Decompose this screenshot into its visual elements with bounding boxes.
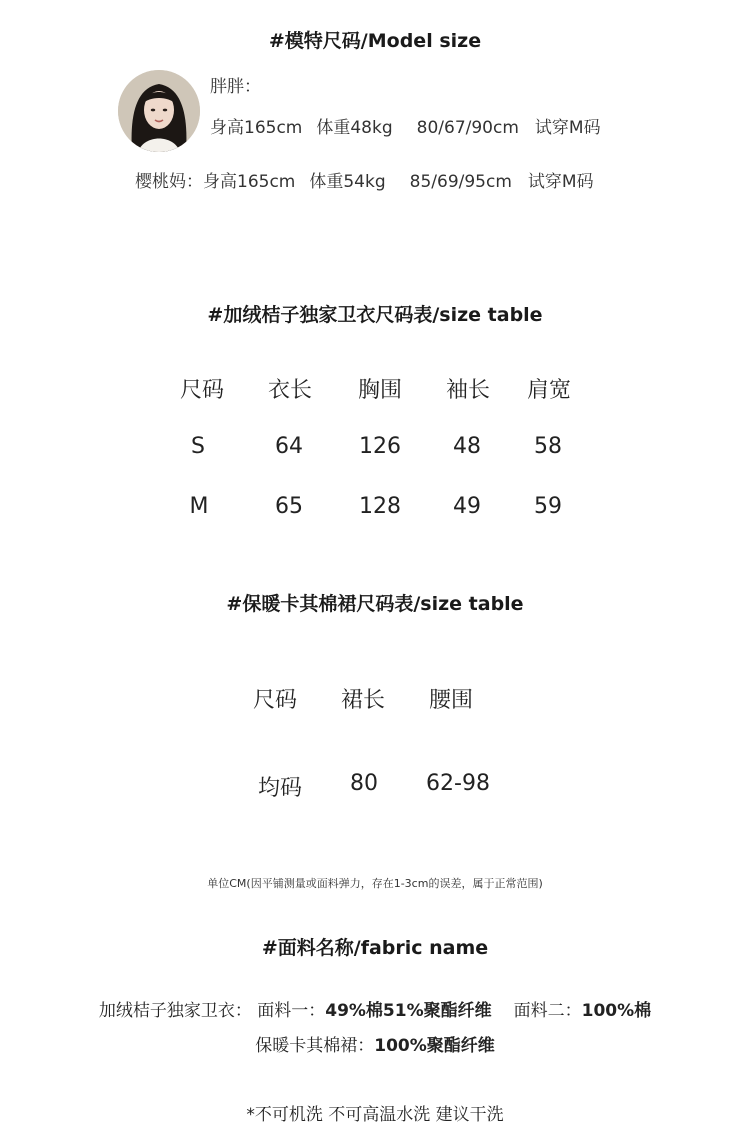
model1-height: 身高165cm (210, 118, 303, 138)
hoodie-row-s-length: 64 (275, 434, 303, 459)
model2-stats (135, 167, 594, 192)
skirt-header-length: 裙长 (340, 688, 385, 713)
avatar-portrait-icon (118, 70, 200, 152)
model2-name: 樱桃妈： (135, 172, 203, 192)
fabric-skirt-value: 100%聚酯纤维 (374, 1036, 495, 1056)
fabric-skirt-label: 保暖卡其棉裙： (255, 1036, 375, 1056)
hoodie-row-m-chest: 128 (359, 494, 401, 519)
model-size-title: #模特尺码/Model size (268, 30, 482, 52)
fabric-two-value: 100%棉 (581, 1001, 652, 1021)
fabric-name-title: #面料名称/fabric name (261, 937, 489, 959)
fabric-one-label: 面料一： (257, 1001, 326, 1021)
hoodie-header-sleeve: 袖长 (445, 378, 490, 403)
skirt-size-title: #保暖卡其棉裙尺码表/size table (226, 593, 524, 615)
model1-trial-size: 试穿M码 (534, 118, 601, 138)
hoodie-size-title: #加绒桔子独家卫衣尺码表/size table (207, 304, 543, 326)
fabric-hoodie-label: 加绒桔子独家卫衣： (98, 1001, 252, 1021)
skirt-row-size: 均码 (257, 776, 302, 801)
hoodie-header-length: 衣长 (267, 378, 312, 403)
care-instructions: *不可机洗 不可高温水洗 建议干洗 (246, 1105, 504, 1125)
measurement-note: 单位CM(因平铺测量或面料弹力，存在1-3cm的误差，属于正常范围) (207, 877, 543, 890)
model2-weight: 体重54kg (309, 172, 386, 192)
hoodie-row-s-size: S (191, 434, 205, 459)
hoodie-header-shoulder: 肩宽 (526, 378, 571, 403)
skirt-row-waist: 62-98 (426, 771, 490, 796)
hoodie-row-s-sleeve: 48 (453, 434, 481, 459)
model1-measure: 80/67/90cm (416, 118, 519, 138)
skirt-header-size: 尺码 (252, 688, 297, 713)
hoodie-row-s-shoulder: 58 (534, 434, 562, 459)
model1-weight: 体重48kg (316, 118, 393, 138)
model2-height: 身高165cm (203, 172, 296, 192)
model2-trial-size: 试穿M码 (527, 172, 594, 192)
model2-measure: 85/69/95cm (409, 172, 512, 192)
hoodie-row-m-sleeve: 49 (453, 494, 481, 519)
model1-stats (210, 113, 601, 138)
hoodie-header-chest: 胸围 (357, 378, 402, 403)
fabric-two-label: 面料二： (513, 1001, 582, 1021)
hoodie-row-m-shoulder: 59 (534, 494, 562, 519)
model-avatar (118, 70, 200, 152)
skirt-row-length: 80 (350, 771, 378, 796)
fabric-one-value: 49%棉51%聚酯纤维 (325, 1001, 492, 1021)
hoodie-header-size: 尺码 (179, 378, 224, 403)
model1-name: 胖胖： (210, 77, 261, 97)
skirt-header-waist: 腰围 (428, 688, 473, 713)
hoodie-row-s-chest: 126 (359, 434, 401, 459)
hoodie-row-m-length: 65 (275, 494, 303, 519)
fabric-line-hoodie (0, 996, 750, 1021)
fabric-line-skirt (0, 1031, 750, 1056)
hoodie-row-m-size: M (189, 494, 209, 519)
